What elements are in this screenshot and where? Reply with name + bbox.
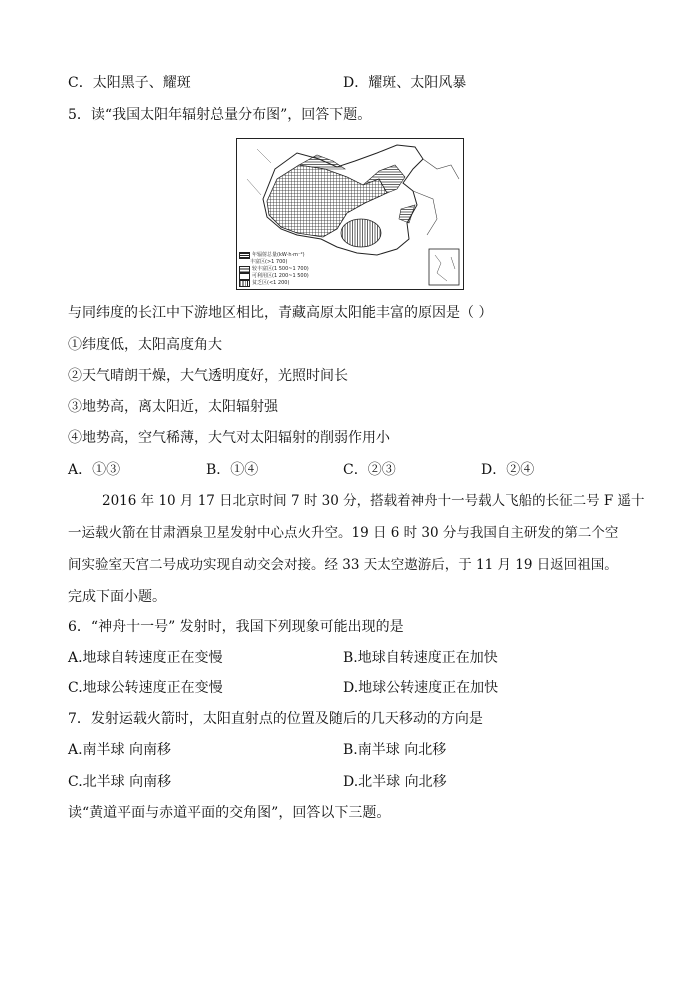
q5-statement-3: ③地势高，离太阳近，太阳辐射强 (68, 399, 278, 415)
legend-swatch-usable (239, 273, 250, 280)
q6-option-b: B.地球自转速度正在加快 (343, 650, 498, 666)
legend-label-poor: 贫乏区(<1 200) (252, 280, 290, 286)
passage-line-3: 间实验室天宫二号成功实现自动交会对接。经 33 天太空遨游后，于 11 月 19 日返回祖国。 (68, 557, 618, 573)
poor-zone (341, 219, 381, 247)
q5-option-d: D．②④ (481, 462, 535, 478)
q6-option-a: A.地球自转速度正在变慢 (68, 650, 223, 666)
passage-line-2: 一运载火箭在甘肃酒泉卫星发射中心点火升空。19 日 6 时 30 分与我国自主研发的第二个空 (68, 525, 619, 541)
legend-swatch-title (239, 252, 250, 259)
q4-option-d: D．耀斑、太阳风暴 (343, 75, 467, 91)
map-legend (239, 252, 309, 287)
legend-swatch-poor (239, 280, 250, 287)
passage-line-4: 完成下面小题。 (68, 589, 166, 605)
q7-option-a: A.南半球 向南移 (68, 742, 172, 758)
q5-option-a: A．①③ (68, 462, 121, 478)
solar-radiation-map (236, 138, 464, 290)
q5-statement-2: ②天气晴朗干燥，大气透明度好，光照时间长 (68, 368, 348, 384)
q4-option-c: C．太阳黑子、耀斑 (68, 75, 191, 91)
q6-option-d: D.地球公转速度正在加快 (343, 680, 499, 696)
legend-title: 年辐射总量(kW·h·m⁻²) (252, 252, 305, 258)
border-lines (413, 159, 459, 235)
passage-line-1: 2016 年 10 月 17 日北京时间 7 时 30 分，搭载着神舟十一号载人飞船的长征二号 F 遥十 (102, 493, 645, 509)
q6-prompt: 6．“神舟十一号” 发射时，我国下列现象可能出现的是 (68, 619, 404, 635)
q5-statement-4: ④地势高，空气稀薄，大气对太阳辐射的削弱作用小 (68, 430, 390, 446)
closing-instruction: 读“黄道平面与赤道平面的交角图”，回答以下三题。 (68, 805, 391, 821)
q6-option-c: C.地球公转速度正在变慢 (68, 680, 223, 696)
q7-option-d: D.北半球 向北移 (343, 774, 447, 790)
q5-statement-1: ①纬度低，太阳高度角大 (68, 337, 222, 353)
legend-swatch-relatively-rich (239, 266, 250, 273)
q5-option-c: C．②③ (343, 462, 396, 478)
legend-label-relatively-rich: 较丰富区(1 500~1 700) (252, 266, 309, 272)
q5-question: 与同纬度的长江中下游地区相比，青藏高原太阳能丰富的原因是（ ） (68, 305, 493, 321)
q7-option-c: C.北半球 向南移 (68, 774, 172, 790)
q7-prompt: 7．发射运载火箭时，太阳直射点的位置及随后的几天移动的方向是 (68, 711, 483, 727)
q5-prompt: 5．读“我国太阳年辐射总量分布图”，回答下题。 (68, 107, 372, 123)
q7-option-b: B.南半球 向北移 (343, 742, 447, 758)
q5-option-b: B．①④ (206, 462, 259, 478)
legend-label-usable: 可利用区(1 200~1 500) (252, 273, 309, 279)
legend-label-rich: 丰富区(>1 700) (250, 259, 288, 265)
